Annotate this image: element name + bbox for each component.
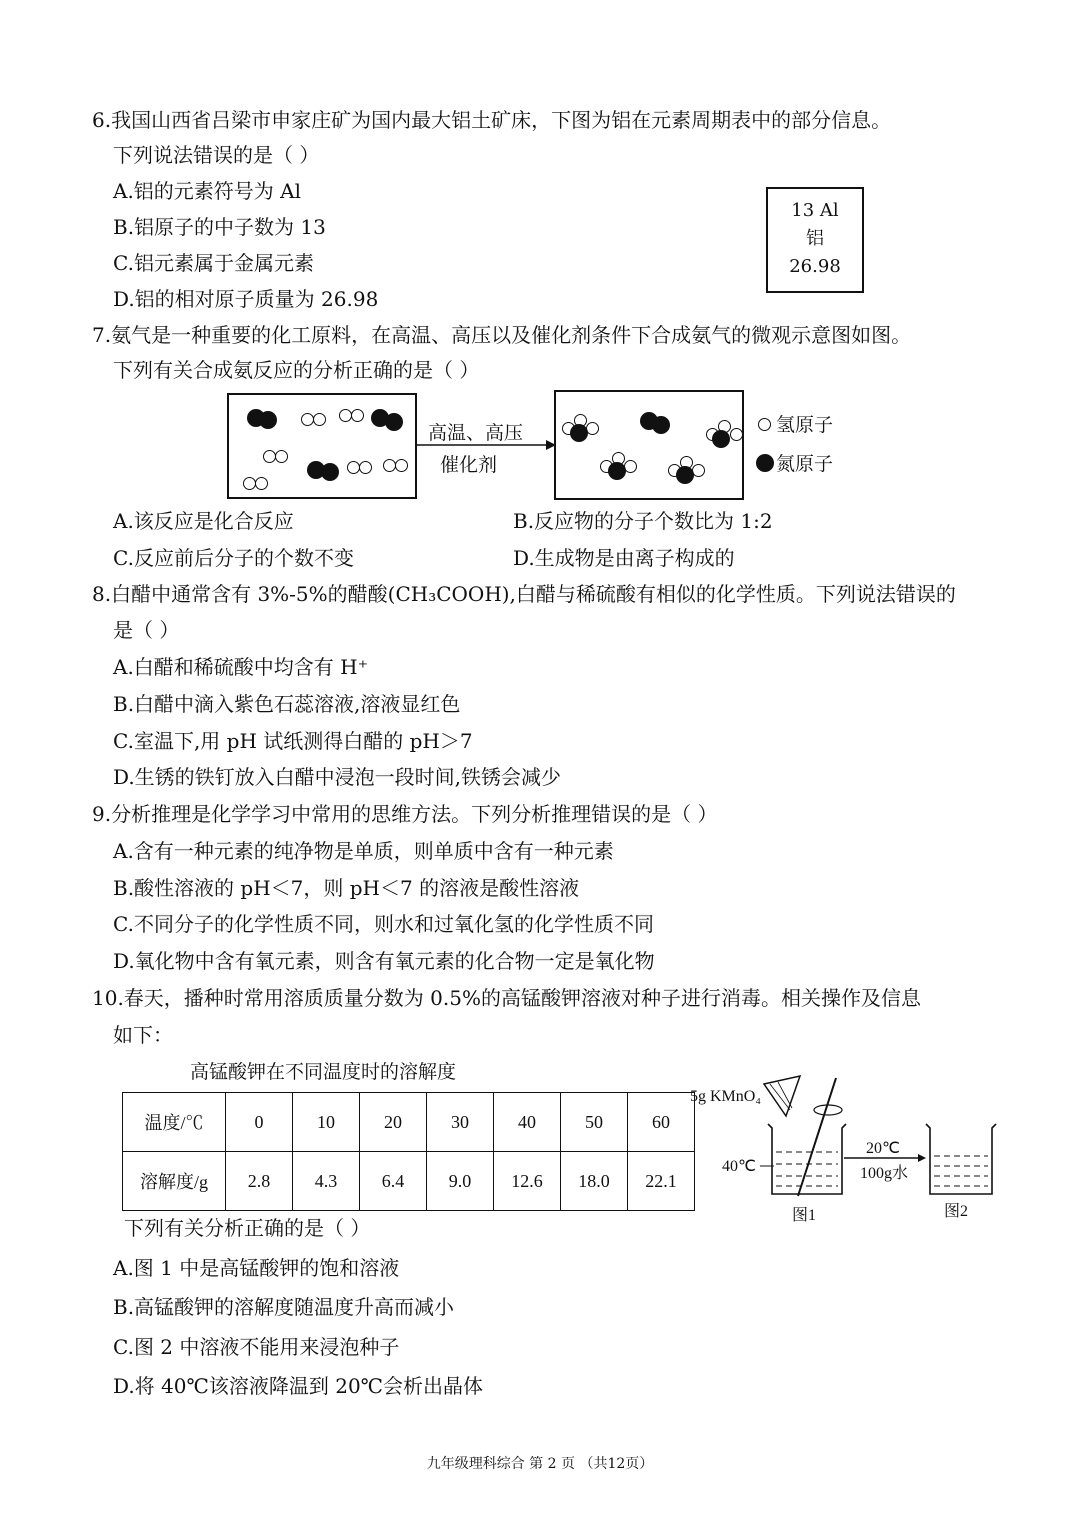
q7-option-d[interactable]: D.生成物是由离子构成的 — [513, 546, 735, 570]
table-cell: 22.1 — [628, 1152, 695, 1211]
q9-option-b[interactable]: B.酸性溶液的 pH＜7，则 pH＜7 的溶液是酸性溶液 — [113, 876, 580, 900]
q6-option-b[interactable]: B.铝原子的中子数为 13 — [113, 215, 326, 239]
arrow-label-catalyst: 催化剂 — [440, 454, 498, 476]
table-cell: 50 — [561, 1093, 628, 1152]
q10-stem-line2: 如下： — [113, 1023, 173, 1047]
hydrogen-atom — [255, 477, 268, 490]
table-cell: 60 — [628, 1093, 695, 1152]
table-cell: 2.8 — [226, 1152, 293, 1211]
table-cell: 12.6 — [494, 1152, 561, 1211]
q6-stem-line2: 下列说法错误的是（ ） — [113, 143, 320, 167]
q7-stem-line1: 7.氨气是一种重要的化工原料，在高温、高压以及催化剂条件下合成氨气的微观示意图如图。 — [92, 323, 912, 347]
nitrogen-atom — [712, 430, 730, 448]
page-footer: 九年级理科综合 第 2 页 （共12页） — [426, 1456, 654, 1472]
nitrogen-atom — [652, 416, 670, 434]
q10-option-c[interactable]: C.图 2 中溶液不能用来浸泡种子 — [113, 1335, 400, 1359]
q9-option-c[interactable]: C.不同分子的化学性质不同，则水和过氧化氢的化学性质不同 — [113, 912, 654, 936]
nitrogen-atom — [385, 413, 403, 431]
table-cell: 9.0 — [427, 1152, 494, 1211]
q8-stem-line1: 8.白醋中通常含有 3%-5%的醋酸(CH₃COOH),白醋与稀硫酸有相似的化学性质。下列说法错误的 — [92, 582, 956, 606]
table-cell: 0 — [226, 1093, 293, 1152]
solubility-table-title: 高锰酸钾在不同温度时的溶解度 — [190, 1061, 457, 1083]
element-mass: 26.98 — [789, 256, 841, 277]
q6-option-c[interactable]: C.铝元素属于金属元素 — [113, 251, 314, 275]
legend-nitrogen-label: 氮原子 — [776, 453, 834, 475]
q9-option-a[interactable]: A.含有一种元素的纯净物是单质，则单质中含有一种元素 — [113, 839, 614, 863]
q10-stem-line3: 下列有关分析正确的是（ ） — [124, 1216, 371, 1240]
reactants-box — [227, 393, 417, 499]
table-row — [123, 1093, 695, 1152]
nitrogen-atom — [259, 411, 277, 429]
nitrogen-atom — [608, 462, 626, 480]
legend-hydrogen-icon — [758, 418, 771, 431]
q8-stem-line2: 是（ ） — [113, 618, 180, 642]
element-number-symbol: 13 Al — [791, 200, 839, 221]
arrow-label-conditions: 高温、高压 — [428, 422, 524, 444]
nitrogen-atom — [570, 424, 588, 442]
q10-option-b[interactable]: B.高锰酸钾的溶解度随温度升高而减小 — [113, 1295, 455, 1319]
q7-option-c[interactable]: C.反应前后分子的个数不变 — [113, 546, 354, 570]
hydrogen-atom — [313, 413, 326, 426]
aluminum-element-card — [766, 187, 864, 293]
legend-nitrogen-icon — [756, 454, 774, 472]
fig-40c-label: 40℃ — [722, 1158, 756, 1175]
hydrogen-atom — [730, 428, 743, 441]
q9-option-d[interactable]: D.氧化物中含有氧元素，则含有氧元素的化合物一定是氧化物 — [113, 949, 655, 973]
q7-option-b[interactable]: B.反应物的分子个数比为 1:2 — [513, 509, 773, 533]
nitrogen-atom — [676, 466, 694, 484]
q6-stem-line1: 6.我国山西省吕梁市申家庄矿为国内最大铝土矿床，下图为铝在元素周期表中的部分信息。 — [92, 108, 892, 132]
hydrogen-atom — [351, 409, 364, 422]
fig-kmno4-label: 5g KMnO₄ — [690, 1088, 761, 1105]
q10-option-a[interactable]: A.图 1 中是高锰酸钾的饱和溶液 — [113, 1256, 400, 1280]
fig-20c-label: 20℃ — [866, 1140, 900, 1157]
hydrogen-atom — [275, 450, 288, 463]
q8-option-b[interactable]: B.白醋中滴入紫色石蕊溶液,溶液显红色 — [113, 692, 461, 716]
table-cell: 40 — [494, 1093, 561, 1152]
table-header-temperature: 温度/℃ — [123, 1093, 226, 1152]
hydrogen-atom — [359, 461, 372, 474]
q10-stem-line1: 10.春天，播种时常用溶质质量分数为 0.5%的高锰酸钾溶液对种子进行消毒。相关操作及信息 — [92, 986, 921, 1010]
products-box — [554, 390, 744, 500]
table-cell: 20 — [360, 1093, 427, 1152]
legend-hydrogen-label: 氢原子 — [776, 414, 834, 436]
q10-option-d[interactable]: D.将 40℃该溶液降温到 20℃会析出晶体 — [113, 1374, 484, 1398]
table-row — [123, 1152, 695, 1211]
q9-stem: 9.分析推理是化学学习中常用的思维方法。下列分析推理错误的是（ ） — [92, 802, 718, 826]
table-cell: 18.0 — [561, 1152, 628, 1211]
fig1-caption: 图1 — [792, 1207, 817, 1224]
q6-option-d[interactable]: D.铝的相对原子质量为 26.98 — [113, 287, 379, 311]
fig2-caption: 图2 — [944, 1203, 969, 1220]
table-cell: 30 — [427, 1093, 494, 1152]
table-cell: 4.3 — [293, 1152, 360, 1211]
fig-water-label: 100g水 — [860, 1165, 909, 1182]
q6-option-a[interactable]: A.铝的元素符号为 Al — [113, 179, 301, 203]
table-cell: 6.4 — [360, 1152, 427, 1211]
nitrogen-atom — [321, 463, 339, 481]
reaction-arrow — [416, 438, 556, 452]
solubility-table — [122, 1092, 695, 1211]
q8-option-a[interactable]: A.白醋和稀硫酸中均含有 H⁺ — [113, 655, 369, 679]
hydrogen-atom — [395, 459, 408, 472]
q7-option-a[interactable]: A.该反应是化合反应 — [113, 509, 294, 533]
table-cell: 10 — [293, 1093, 360, 1152]
element-name: 铝 — [806, 228, 824, 249]
q8-option-c[interactable]: C.室温下,用 pH 试纸测得白醋的 pH＞7 — [113, 729, 473, 753]
q7-stem-line2: 下列有关合成氨反应的分析正确的是（ ） — [113, 358, 480, 382]
table-header-solubility: 溶解度/g — [123, 1152, 226, 1211]
q8-option-d[interactable]: D.生锈的铁钉放入白醋中浸泡一段时间,铁锈会减少 — [113, 765, 562, 789]
